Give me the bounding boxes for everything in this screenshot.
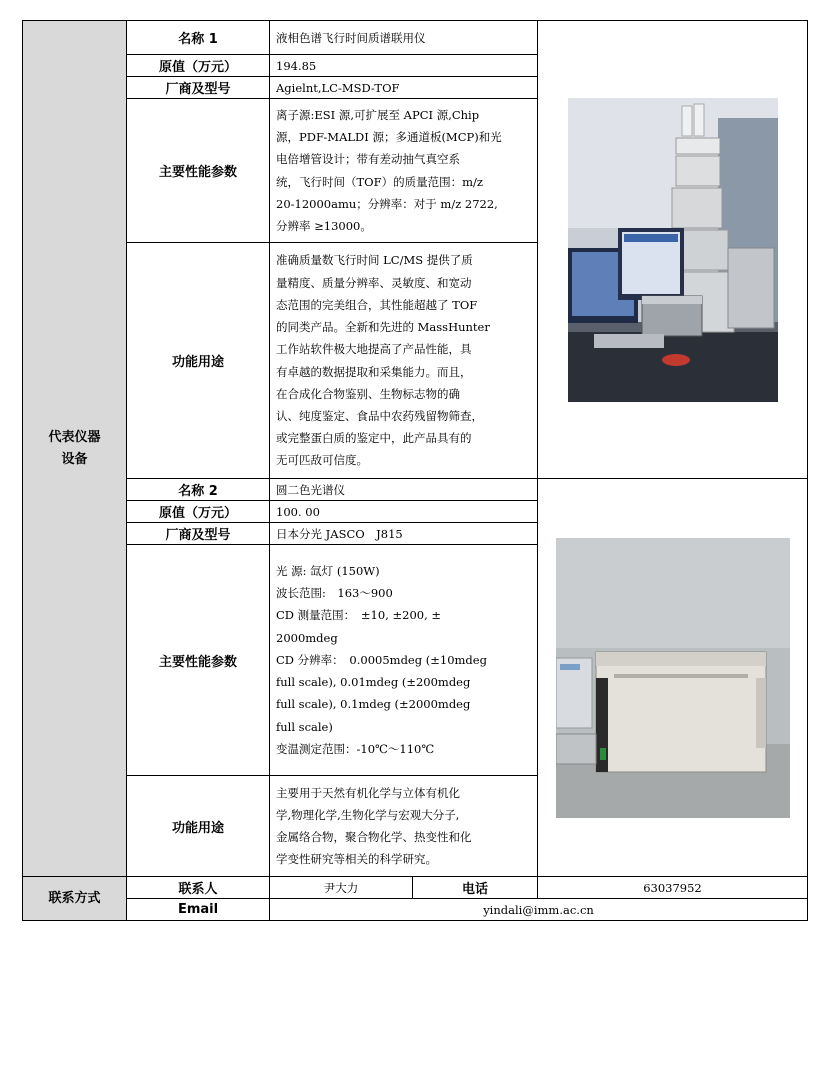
use-line: 无可匹敌可信度。 — [276, 453, 368, 468]
section-contact-label: 联系方式 — [23, 877, 127, 921]
value-value-1: 194.85 — [270, 55, 538, 77]
params-line: 统，飞行时间（TOF）的质量范围：m/z — [276, 174, 483, 189]
lab-instrument-photo-1 — [568, 98, 778, 402]
params-value-1 — [270, 99, 538, 243]
photo-cell-2 — [538, 479, 808, 877]
name-label-2: 名称 2 — [127, 479, 270, 501]
params-line: 20-12000amu；分辨率：对于 m/z 2722, — [276, 196, 498, 211]
maker-label-2: 厂商及型号 — [127, 523, 270, 545]
use-line: 的同类产品。全新和先进的 MassHunter — [276, 320, 490, 335]
params-line: CD 分辨率： 0.0005mdeg (±10mdeg — [276, 652, 487, 667]
use-line: 工作站软件极大地提高了产品性能，具 — [276, 342, 472, 357]
use-line: 态范围的完美组合，其性能超越了 TOF — [276, 297, 478, 312]
params-line: 波长范围: 163～900 — [276, 586, 393, 601]
params-line: 电倍增管设计；带有差动抽气真空系 — [276, 152, 460, 167]
use-line: 认、纯度鉴定、食品中农药残留物筛查， — [276, 408, 483, 423]
name-value-2: 圆二色光谱仪 — [270, 479, 538, 501]
params-line: 离子源:ESI 源,可扩展至 APCI 源,Chip — [276, 107, 480, 122]
use-value-2 — [270, 776, 538, 877]
params-line: 光 源: 氙灯 (150W) — [276, 564, 380, 579]
params-label-2: 主要性能参数 — [127, 545, 270, 776]
value-label-1: 原值（万元） — [127, 55, 270, 77]
use-line: 学变性研究等相关的科学研究。 — [276, 852, 437, 867]
params-line: 源，PDF-MALDI 源；多通道板(MCP)和光 — [276, 130, 502, 145]
name-value-1: 液相色谱飞行时间质谱联用仪 — [270, 21, 538, 55]
use-line: 准确质量数飞行时间 LC/MS 提供了质 — [276, 253, 473, 268]
value-label-2: 原值（万元） — [127, 501, 270, 523]
maker-value-1: Agielnt,LC-MSD-TOF — [270, 77, 538, 99]
use-value-1 — [270, 243, 538, 479]
use-line: 量精度、质量分辨率、灵敏度、和宽动 — [276, 275, 472, 290]
contact-phone-label: 电话 — [413, 877, 538, 899]
contact-person-value: 尹大力 — [270, 877, 413, 899]
contact-email-label: Email — [127, 899, 270, 921]
params-line: full scale), 0.1mdeg (±2000mdeg — [276, 697, 471, 712]
params-value-2 — [270, 545, 538, 776]
params-line: full scale) — [276, 719, 333, 734]
params-line: CD 测量范围： ±10, ±200, ± — [276, 608, 442, 623]
use-label-1: 功能用途 — [127, 243, 270, 479]
lab-instrument-photo-2 — [556, 538, 790, 818]
value-value-2: 100. 00 — [270, 501, 538, 523]
section-devices-line2: 设备 — [61, 451, 88, 467]
maker-label-1: 厂商及型号 — [127, 77, 270, 99]
params-line: 变温测定范围：-10℃～110℃ — [276, 741, 435, 756]
maker-value-2: 日本分光 JASCO J815 — [270, 523, 538, 545]
contact-email-value[interactable]: yindali@imm.ac.cn — [270, 899, 808, 921]
section-devices-label — [23, 21, 127, 877]
params-line: 2000mdeg — [276, 630, 338, 645]
use-line: 或完整蛋白质的鉴定中，此产品具有的 — [276, 431, 472, 446]
contact-person-label: 联系人 — [127, 877, 270, 899]
photo-cell-1 — [538, 21, 808, 479]
use-line: 金属络合物，聚合物化学、热变性和化 — [276, 830, 472, 844]
use-line: 有卓越的数据提取和采集能力。而且， — [276, 364, 472, 379]
use-line: 学,物理化学,生物化学与宏观大分子, — [276, 807, 460, 822]
use-line: 主要用于天然有机化学与立体有机化 — [276, 785, 460, 800]
equipment-table — [22, 20, 808, 921]
use-label-2: 功能用途 — [127, 776, 270, 877]
params-line: 分辨率 ≥13000。 — [276, 218, 372, 233]
section-devices-line1: 代表仪器 — [48, 429, 101, 445]
name-label-1: 名称 1 — [127, 21, 270, 55]
params-label-1: 主要性能参数 — [127, 99, 270, 243]
params-line: full scale), 0.01mdeg (±200mdeg — [276, 675, 471, 690]
contact-phone-value: 63037952 — [538, 877, 808, 899]
use-line: 在合成化合物鉴别、生物标志物的确 — [276, 386, 460, 401]
